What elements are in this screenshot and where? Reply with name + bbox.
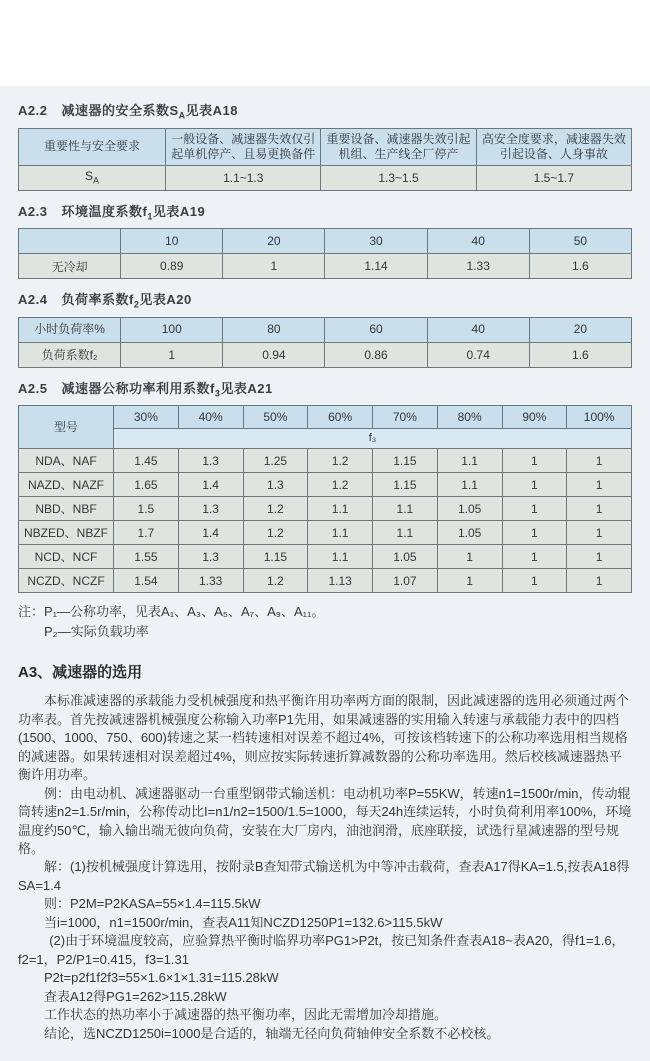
column-header: 40 [427,317,529,342]
table-cell: 1.5~1.7 [476,165,631,190]
column-header: 60% [308,406,373,429]
subscript: 1 [147,211,153,222]
table-cell: 1.05 [437,521,502,545]
table-cell: 1.2 [243,497,308,521]
column-header-model: 型号 [19,406,114,449]
table-a20-load-rate-factor [18,317,632,368]
table-cell: 1.33 [427,254,529,279]
table-cell: 1 [567,569,632,593]
table-cell: 1 [567,497,632,521]
section-heading-a23 [18,201,632,222]
subscript: 2 [133,299,140,310]
table-cell: 1 [437,545,502,569]
paragraph: 本标准减速器的承载能力受机械强度和热平衡许用功率两方面的限制，因此减速器的选用必须通过两个功率表。首先按减速器机械强度公称输入功率P1先用，如果减速器的实用输入转速与承载能力表中的四档(1500、1000、750、600)转速之某一档转速相对误差不超过4%，可按该档转速下的公称功率选用相当规格的减速器。如果转速相对误差超过4%，则应按实际转速折算减数器的公称功率选用。然后校核减速器热平衡许用功率。 [18,693,630,783]
column-header: 40% [178,406,243,429]
row-label-sa [19,165,166,190]
table-cell: 1.1 [373,497,438,521]
table-cell: 1.05 [373,545,438,569]
table-cell: 1.45 [114,449,179,473]
table-cell: 1 [502,521,567,545]
paragraph: 工作状态的热功率小于减速器的热平衡功率，因此无需增加冷却措施。 [44,1007,448,1023]
table-a21-body [19,449,632,593]
table-row [19,449,632,473]
column-header: 20 [223,229,325,254]
section-title-ref: 见表A20 [139,292,192,308]
row-label: 无冷却 [19,254,121,279]
table-cell: 1.2 [243,569,308,593]
column-header: 90% [502,406,567,429]
table-cell: 0.86 [325,342,427,367]
table-cell: 1.15 [373,473,438,497]
row-label-model: NBZED、NBZF [19,521,114,545]
table-cell: 1 [223,254,325,279]
table-cell: 1 [567,473,632,497]
section-title-ref: 见表A19 [152,203,206,219]
paragraph: 结论，选NCZD1250i=1000是合适的，轴端无径向负荷轴伸安全系数不必校核。 [44,1025,500,1041]
column-header: 80% [437,406,502,429]
scanned-document-page [0,86,650,1061]
table-cell: 1.15 [243,545,308,569]
row-label-model: NDA、NAF [19,449,114,473]
column-header: 50% [243,406,308,429]
table-cell: 1.5 [114,497,179,521]
section-title-ref: 见表A21 [220,380,273,396]
table-row [19,569,632,593]
section-number: A2.5 [18,380,48,396]
table-cell: 1 [502,449,567,473]
section-heading-a22 [18,100,632,121]
table-cell: 1 [502,473,567,497]
table-cell: 1.2 [308,473,373,497]
table-cell: 1.3 [178,449,243,473]
table-cell: 0.89 [121,254,223,279]
table-cell: 1.1 [308,521,373,545]
section-title: 负荷率系数f [61,292,134,308]
table-header-row [19,317,632,342]
note-line: P₂—实际负载功率 [44,623,149,639]
table-cell: 1.2 [243,521,308,545]
subscript: 3 [214,388,221,399]
table-row [19,165,632,190]
row-label-model: NCD、NCF [19,545,114,569]
symbol-subscript: A [93,175,100,186]
table-cell: 1.25 [243,449,308,473]
table-header-row [19,128,632,165]
table-cell: 1.33 [178,569,243,593]
column-header: 100% [567,406,632,429]
table-cell: 1.4 [178,521,243,545]
table-cell: 0.74 [427,342,529,367]
table-cell: 1 [567,545,632,569]
table-header-row [19,229,632,254]
table-cell: 1.6 [529,342,631,367]
column-header: 高安全度要求，减速器失效引起设备、人身事故 [476,128,631,165]
factor-symbol-header: f₃ [114,429,632,449]
table-row [19,545,632,569]
table-cell: 1 [121,342,223,367]
column-header: 20 [529,317,631,342]
section-title: 减速器的安全系数S [61,103,179,118]
table-cell: 1 [502,569,567,593]
table-cell: 1.7 [114,521,179,545]
table-header-row [19,406,632,429]
table-cell: 1.05 [437,497,502,521]
paragraph: P2t=p2f1f2f3=55×1.6×1×1.31=115.28kW [44,970,279,986]
column-header [19,229,121,254]
column-header: 30% [114,406,179,429]
table-cell: 1.14 [325,254,427,279]
paragraph: 则：P2M=P2KASA=55×1.4=115.5kW [44,896,261,912]
table-cell: 1 [567,449,632,473]
section-title: 环境温度系数f [61,203,148,219]
table-row [19,521,632,545]
table-cell: 1.1 [437,449,502,473]
row-label-model: NBD、NBF [19,497,114,521]
paragraph: 当i=1000，n1=1500r/min，查表A11知NCZD1250P1=132.6>115.5kW [44,914,443,930]
table-cell: 1.1 [308,545,373,569]
column-header: 60 [325,317,427,342]
section-heading-a3: A3、减速器的选用 [18,664,143,682]
table-cell: 1.6 [529,254,631,279]
section-number: A2.2 [18,103,48,118]
table-row [19,342,632,367]
subscript: A [178,110,186,121]
section-heading-a25 [18,378,632,399]
paragraph: 解：(1)按机械强度计算选用，按附录B查知带式输送机为中等冲击载荷，查表A17得KA=1.5,按表A18得SA=1.4 [18,859,630,893]
table-a18-safety-factor [18,128,632,191]
page-top-margin [0,0,650,86]
section-title: 减速器公称功率利用系数f [61,380,215,396]
section-title-ref: 见表A18 [185,103,238,118]
table-cell: 1.15 [373,449,438,473]
paragraph: 查表A12得PG1=262>115.28kW [44,988,227,1004]
table-cell: 1.1~1.3 [166,165,321,190]
section-number: A2.3 [18,203,48,219]
table-cell: 1 [502,497,567,521]
row-label-model: NCZD、NCZF [19,569,114,593]
paragraph: 例：由电动机、减速器驱动一台重型钢带式输送机：电动机功率P=55KW，转速n1=1500r/min，传动辊筒转速n2=1.5r/min，公称传动比I=n1/n2=1500/1.5=1000，每天24h连续运转，小时负荷利用率100%，环境温度约50℃，输入输出端无彼向负荷，安装在大厂房内，油池润滑，底座联接，试选行星减速器的型号规格。 [18,785,632,856]
column-header: 70% [373,406,438,429]
section-number: A2.4 [18,292,48,308]
table-cell: 1.1 [308,497,373,521]
column-header: 小时负荷率% [19,317,121,342]
table-a21-power-utilization-factor [18,405,632,593]
row-label: 负荷系数f₂ [19,342,121,367]
column-header: 10 [121,229,223,254]
table-cell: 1 [502,545,567,569]
column-header: 80 [223,317,325,342]
table-cell: 1 [437,569,502,593]
table-row [19,497,632,521]
column-header: 30 [325,229,427,254]
row-label-model: NAZD、NAZF [19,473,114,497]
column-header: 重要设备、减速器失效引起机组、生产线全厂停产 [321,128,476,165]
table-cell: 1.54 [114,569,179,593]
column-header: 40 [427,229,529,254]
table-cell: 1.55 [114,545,179,569]
table-cell: 1.4 [178,473,243,497]
table-row [19,254,632,279]
table-cell: 1.3 [178,545,243,569]
section-a3-body [18,692,632,1043]
column-header: 一般设备、减速器失效仅引起单机停产、且易更换备件 [166,128,321,165]
section-heading-a24 [18,289,632,310]
table-cell: 1 [567,521,632,545]
table-notes [18,602,632,641]
column-header: 100 [121,317,223,342]
note-line: 注：P₁—公称功率，见表A₁、A₃、A₅、A₇、A₉、A₁₁。 [18,604,325,620]
table-cell: 1.07 [373,569,438,593]
table-cell: 1.13 [308,569,373,593]
table-cell: 1.3~1.5 [321,165,476,190]
table-cell: 1.1 [437,473,502,497]
table-cell: 1.2 [308,449,373,473]
table-cell: 1.1 [373,521,438,545]
table-row [19,473,632,497]
table-cell: 1.3 [243,473,308,497]
column-header: 50 [529,229,631,254]
table-cell: 0.94 [223,342,325,367]
symbol-main: S [85,169,94,184]
table-cell: 1.3 [178,497,243,521]
table-a19-temperature-factor [18,228,632,279]
paragraph: (2)由于环境温度较高，应验算热平衡时临界功率PG1>P2t，按已知条件查表A18~表A20，得f1=1.6，f2=1，P2/P1=0.415，f3=1.31 [18,933,625,967]
column-header: 重要性与安全要求 [19,128,166,165]
table-cell: 1.65 [114,473,179,497]
